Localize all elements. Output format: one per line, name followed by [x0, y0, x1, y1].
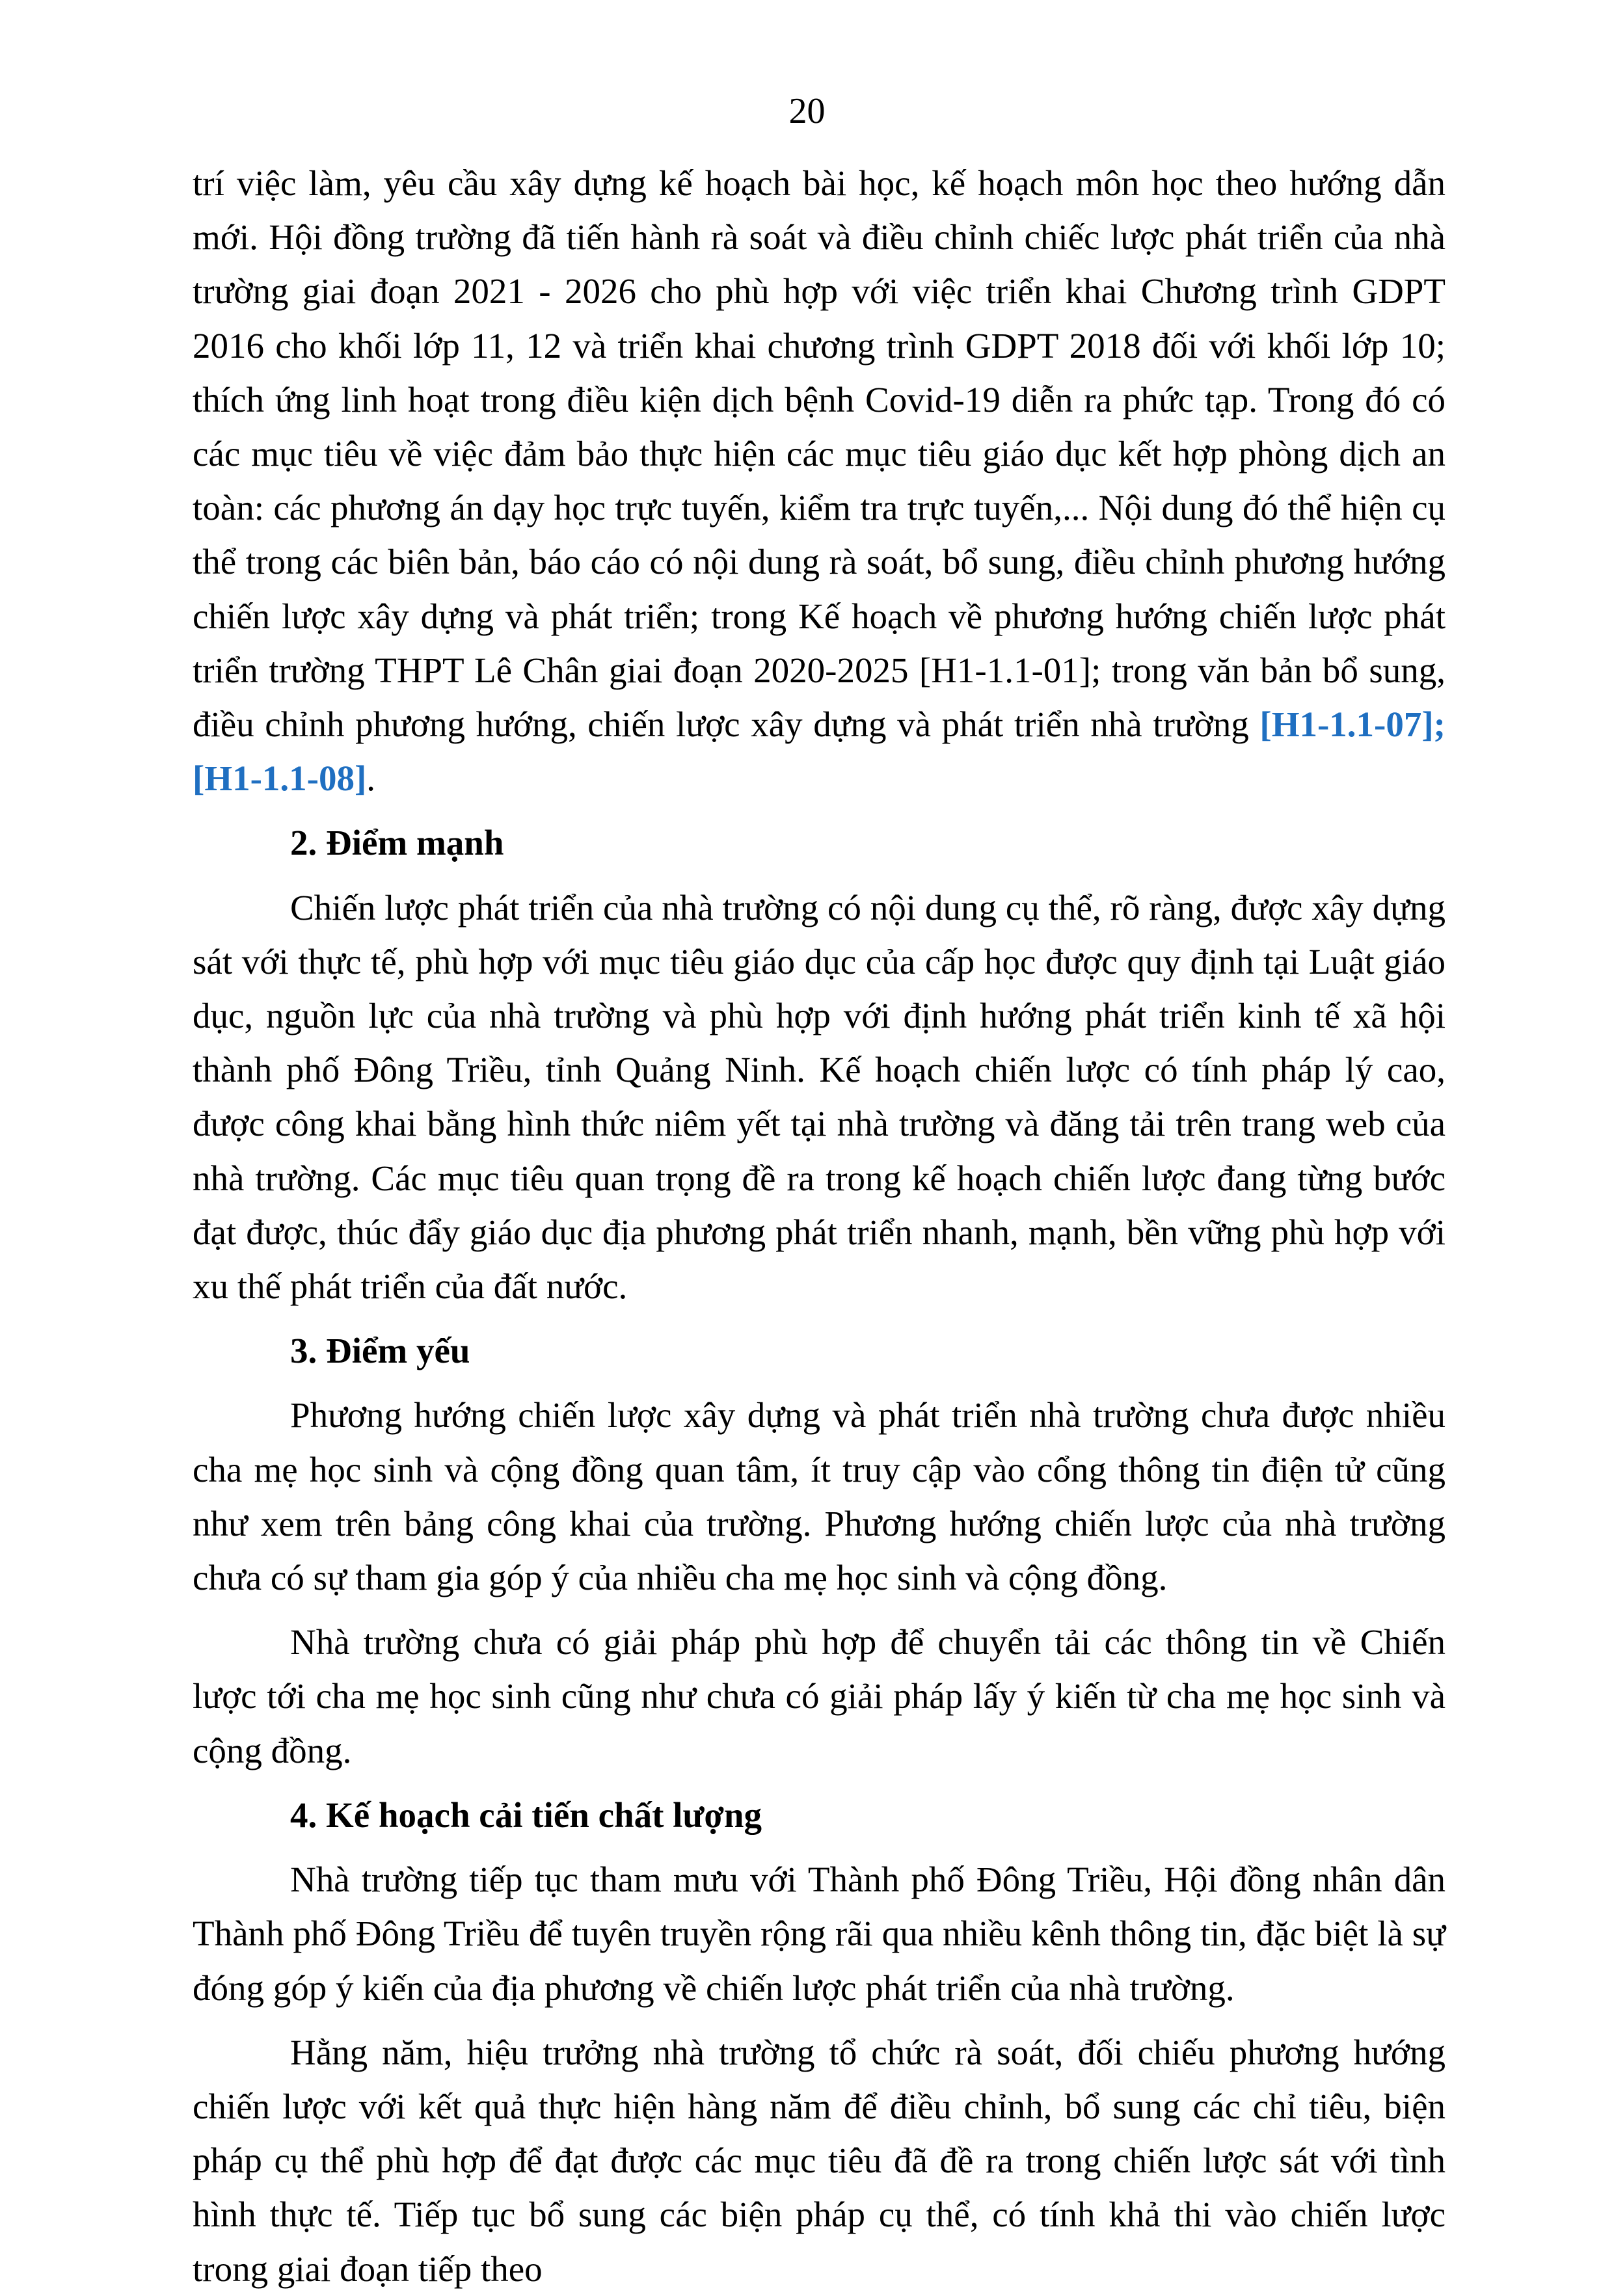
page-number: 20	[788, 91, 826, 131]
document-body	[193, 156, 1446, 2296]
paragraph-end-punctuation: .	[366, 758, 376, 799]
evidence-reference-link[interactable]: [H1-1.1-07]; [H1-1.1-08]	[193, 704, 1446, 799]
paragraph-text: trí việc làm, yêu cầu xây dựng kế hoạch bài học, kế hoạch môn học theo hướng dẫn mới. Hội đồng trường đã tiến hành rà soát và điều chỉnh chiếc lược phát triển của nhà trường giai đoạn 2021 - 2026 cho phù hợp với việc triển khai Chương trình GDPT 2016 cho khối lớp 11, 12 và triển khai chương trình GDPT 2018 đối với khối lớp 10; thích ứng linh hoạt trong điều kiện dịch bệnh Covid-19 diễn ra phức tạp. Trong đó có các mục tiêu về việc đảm bảo thực hiện các mục tiêu giáo dục kết hợp phòng dịch an toàn: các phương án dạy học trực tuyến, kiểm tra trực tuyến,... Nội dung đó thể hiện cụ thể trong các biên bản, báo cáo có nội dung rà soát, bổ sung, điều chỉnh phương hướng chiến lược xây dựng và phát triển; trong Kế hoạch về phương hướng chiến lược phát triển trường THPT Lê Chân giai đoạn 2020-2025 [H1-1.1-01]; trong văn bản bổ sung, điều chỉnh phương hướng, chiến lược xây dựng và phát triển nhà trường	[193, 163, 1446, 745]
section-heading-improvement-plan: 4. Kế hoạch cải tiến chất lượng	[290, 1795, 762, 1835]
section-heading-strengths: 2. Điểm mạnh	[290, 823, 504, 863]
paragraph-improvement-1: Nhà trường tiếp tục tham mưu với Thành phố Đông Triều, Hội đồng nhân dân Thành phố Đông Triều để tuyên truyền rộng rãi qua nhiều kênh thông tin, đặc biệt là sự đóng góp ý kiến của địa phương về chiến lược phát triển của nhà trường.	[193, 1860, 1446, 2008]
paragraph-improvement-2: Hằng năm, hiệu trưởng nhà trường tổ chức rà soát, đối chiếu phương hướng chiến lược với kết quả thực hiện hàng năm để điều chỉnh, bổ sung các chỉ tiêu, biện pháp cụ thể phù hợp để đạt được các mục tiêu đã đề ra trong chiến lược sát với tình hình thực tế. Tiếp tục bổ sung các biện pháp cụ thể, có tính khả thi vào chiến lược trong giai đoạn tiếp theo	[193, 2032, 1446, 2289]
paragraph-continuation	[193, 156, 1446, 805]
paragraph-strengths: Chiến lược phát triển của nhà trường có nội dung cụ thể, rõ ràng, được xây dựng sát với thực tế, phù hợp với mục tiêu giáo dục của cấp học được quy định tại Luật giáo dục, nguồn lực của nhà trường và phù hợp với định hướng phát triển kinh tế xã hội thành phố Đông Triều, tỉnh Quảng Ninh. Kế hoạch chiến lược có tính pháp lý cao, được công khai bằng hình thức niêm yết tại nhà trường và đăng tải trên trang web của nhà trường. Các mục tiêu quan trọng đề ra trong kế hoạch chiến lược đang từng bước đạt được, thúc đẩy giáo dục địa phương phát triển nhanh, mạnh, bền vững phù hợp với xu thế phát triển của đất nước.	[193, 887, 1446, 1307]
paragraph-weaknesses-2: Nhà trường chưa có giải pháp phù hợp để chuyển tải các thông tin về Chiến lược tới cha mẹ học sinh cũng như chưa có giải pháp lấy ý kiến từ cha mẹ học sinh và cộng đồng.	[193, 1622, 1446, 1770]
section-heading-weaknesses: 3. Điểm yếu	[290, 1331, 470, 1371]
paragraph-weaknesses-1: Phương hướng chiến lược xây dựng và phát triển nhà trường chưa được nhiều cha mẹ học sinh và cộng đồng quan tâm, ít truy cập vào cổng thông tin điện tử cũng như xem trên bảng công khai của trường. Phương hướng chiến lược của nhà trường chưa có sự tham gia góp ý của nhiều cha mẹ học sinh và cộng đồng.	[193, 1395, 1446, 1598]
